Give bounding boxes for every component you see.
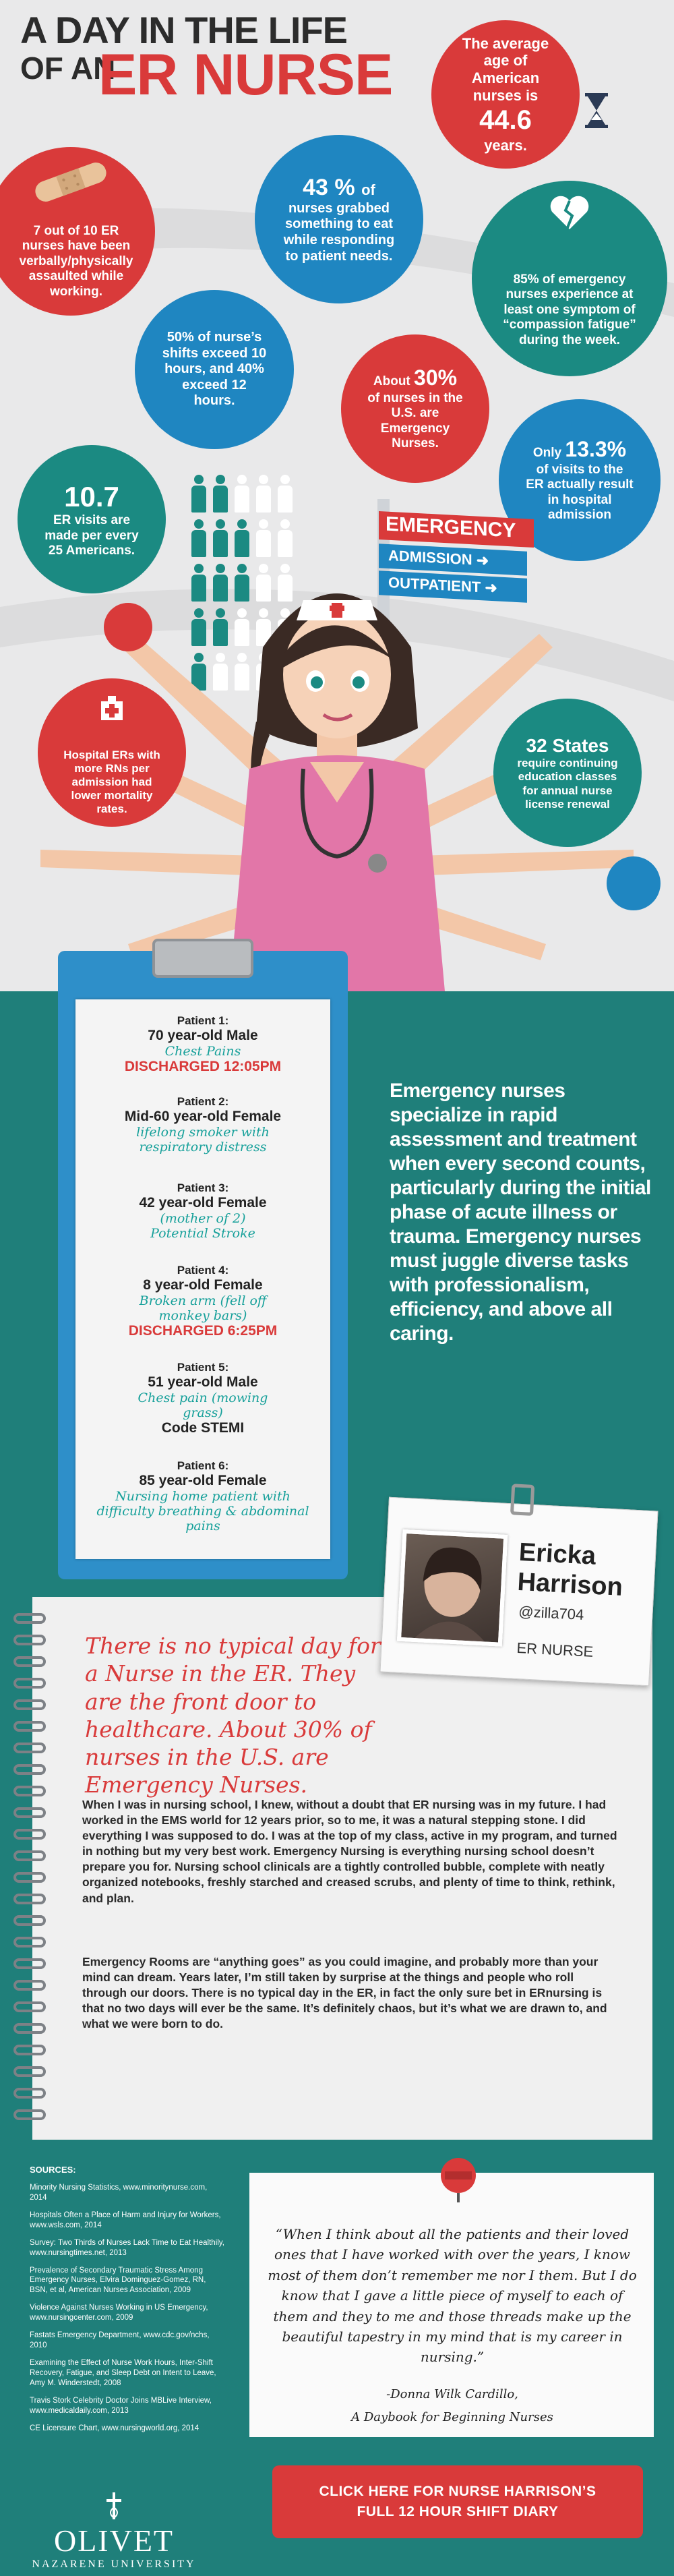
badge-clip — [510, 1484, 534, 1516]
stat-grabbed-food — [255, 135, 423, 303]
badge-handle: @zilla704 — [518, 1603, 584, 1624]
stat-age-text: The average age of American nurses is — [462, 34, 549, 105]
source-item: Survey: Two Thirds of Nurses Lack Time to Eat Healthily, www.nursingtimes.net, 2013 — [30, 2238, 224, 2257]
notebook-ring — [13, 1764, 46, 1775]
person-icon — [276, 475, 294, 514]
notebook-ring — [13, 2045, 46, 2055]
stat-compassion-text: 85% of emergency nurses experience at least one symptom of “compassion fatigue” during the week. — [503, 272, 636, 347]
source-item: Prevalence of Secondary Traumatic Stress Among Emergency Nurses, Elvira Dominguez-Gomez, RN, BSN, et al, American Nurses Association, 2009 — [30, 2266, 206, 2295]
notebook-ring — [13, 1699, 46, 1710]
stat-shifts-text: 50% of nurse’s shifts exceed 10 hours, and 40% exceed 12 hours. — [162, 330, 267, 409]
stat-states-text: require continuing education classes for annual nurse license renewal — [517, 757, 618, 811]
notebook-ring — [13, 2066, 46, 2077]
patient-entry — [75, 1459, 330, 1533]
stat-about30-pre: About — [373, 374, 410, 389]
badge-first-name: Ericka — [518, 1538, 597, 1571]
header-section — [0, 0, 674, 991]
notebook-ring — [13, 1850, 46, 1861]
pushpin-icon — [431, 2155, 485, 2202]
patient-label: Patient 4: — [177, 1264, 229, 1277]
person-icon — [190, 475, 208, 514]
stat-hospital-mortality — [38, 678, 186, 827]
sources-list — [30, 2165, 225, 2441]
source-item: Hospitals Often a Place of Harm and Injury for Workers, www.wsls.com, 2014 — [30, 2211, 221, 2229]
notebook-ring — [13, 1613, 46, 1624]
patient-label: Patient 5: — [177, 1361, 229, 1374]
stat-about30-post: of nurses in the U.S. are Emergency Nurses. — [367, 391, 463, 451]
notebook-ring — [13, 1915, 46, 1926]
clipboard-clip — [152, 939, 253, 978]
patient-condition: Chest pain (mowing grass) — [137, 1391, 268, 1420]
stat-age-unit: years. — [484, 136, 527, 154]
person-icon — [212, 475, 229, 514]
logo-name: OLIVET — [53, 2523, 175, 2558]
notebook-ring — [13, 1980, 46, 1991]
title-line-1: A DAY IN THE LIFE — [20, 9, 348, 51]
patient-desc: 42 year-old Female — [139, 1195, 267, 1210]
notebook-ring — [13, 1958, 46, 1969]
nurse-id-badge — [379, 1497, 658, 1687]
patient-desc: Mid-60 year-old Female — [124, 1109, 282, 1124]
sign-emergency-label: EMERGENCY — [386, 513, 516, 542]
stat-emergency-share — [341, 334, 489, 483]
story-paragraph-1: When I was in nursing school, I knew, without a doubt that ER nursing was in my future. I had worked in the EMS world for 12 years prior, so to me, it was a natural stepping stone. I did everything I was supposed to do. I was at the top of my class, active in my program, and turned in nothing but my very best work. Emergency Nursing is everything nursing school doesn’t prepare you for. Nursing school clinicals are a tightly controlled bubble, complete with neatly organized notebooks, freshly starched and creased scrubs, and plenty of time to think, rethink, and plan. — [82, 1798, 617, 1905]
stat-shift-hours — [135, 290, 294, 449]
notebook-ring — [13, 2023, 46, 2034]
patient-outcome: DISCHARGED 6:25PM — [128, 1323, 278, 1339]
notebook-ring — [13, 1937, 46, 1948]
person-icon — [255, 475, 272, 514]
patient-label: Patient 3: — [177, 1181, 229, 1194]
notebook-ring — [13, 2088, 46, 2099]
stat-states-value: 32 States — [526, 735, 609, 757]
patient-condition: (mother of 2) Potential Stroke — [150, 1211, 255, 1241]
person-icon — [276, 519, 294, 558]
patient-label: Patient 2: — [177, 1095, 229, 1108]
person-icon — [233, 519, 251, 558]
patient-label: Patient 6: — [177, 1459, 229, 1472]
source-item: Violence Against Nurses Working in US Emergency, www.nursingcenter.com, 2009 — [30, 2304, 208, 2322]
stat-admission-post: of visits to the ER actually result in hospital admission — [526, 463, 634, 523]
avatar — [397, 1529, 508, 1647]
stat-assaulted-text: 7 out of 10 ER nurses have been verbally/physically assaulted while working. — [19, 223, 133, 299]
notebook-headline: There is no typical day for a Nurse in the ER. They are the front door to healthcare. About 30% of nurses in the U.S. are Emergency Nurses. — [85, 1633, 381, 1798]
sources-title: SOURCES: — [30, 2165, 76, 2175]
stat-average-age — [431, 20, 580, 169]
notebook-ring — [13, 1721, 46, 1732]
quote-author: -Donna Wilk Cardillo, — [386, 2387, 518, 2401]
source-item: CE Licensure Chart, www.nursingworld.org, 2014 — [30, 2424, 200, 2432]
notebook-ring — [13, 1829, 46, 1840]
sign-outpatient: OUTPATIENT ➜ — [379, 570, 527, 603]
patient-entry — [75, 1181, 330, 1241]
person-photo-icon — [401, 1533, 503, 1642]
person-icon — [190, 519, 208, 558]
stat-hospital-text: Hospital ERs with more RNs per admission had lower mortality rates. — [63, 748, 160, 816]
notebook-ring — [13, 1635, 46, 1645]
hospital-icon — [98, 695, 125, 722]
logo-subtitle: NAZARENE UNIVERSITY — [32, 2558, 196, 2570]
patient-condition: Chest Pains — [164, 1044, 241, 1059]
stat-grabbed-value: 43 % — [303, 174, 355, 200]
cta-line-1: CLICK HERE FOR NURSE HARRISON’S — [319, 2483, 596, 2499]
notebook-ring — [13, 1786, 46, 1796]
source-item: Examining the Effect of Nurse Work Hours, Inter-Shift Recovery, Fatigue, and Sleep Debt on Intent to Leave, Amy M. Winderstedt, 2008 — [30, 2359, 216, 2387]
cross-logo-icon — [104, 2492, 124, 2519]
stat-about30-value: 30% — [414, 365, 458, 390]
er-nurse-description: Emergency nurses specialize in rapid assessment and treatment when every second counts, particularly during the initial phase of acute illness or trauma. Emergency nurses must juggle diverse tasks with professionalism, efficiency, and above all caring. — [390, 1080, 651, 1345]
patient-entry — [75, 1264, 330, 1339]
story-paragraph-2: Emergency Rooms are “anything goes” as you could imagine, and probably more than your mind can dream. Years later, I’m still taken by surprise at the things and people who roll through our doors. There is no typical day in the ER, in fact the only sure bet in ERnursing is that no two days will ever be the same. It’s definitely chaos, but it’s what we are drawn to, and what we were born to do. — [82, 1955, 607, 2031]
notebook-ring — [13, 1807, 46, 1818]
sign-admission: ADMISSION ➜ — [379, 544, 527, 576]
badge-role: ER NURSE — [516, 1639, 594, 1660]
patient-label: Patient 1: — [177, 1014, 229, 1027]
title-line-3: ER NURSE — [98, 42, 393, 107]
stat-licensure-states — [493, 699, 642, 847]
olivet-logo — [30, 2492, 198, 2571]
patient-entry — [75, 1014, 330, 1075]
patient-condition: lifelong smoker with respiratory distress — [136, 1125, 270, 1154]
source-item: Travis Stork Celebrity Doctor Joins MBLive Interview, www.medicaldaily.com, 2013 — [30, 2396, 212, 2415]
sign-outpatient-label: OUTPATIENT — [388, 573, 481, 596]
patient-desc: 70 year-old Male — [148, 1028, 258, 1043]
badge-last-name: Harrison — [516, 1567, 623, 1602]
sign-admission-label: ADMISSION — [388, 546, 472, 568]
patient-entry — [75, 1095, 330, 1154]
patient-desc: 51 year-old Male — [148, 1374, 258, 1390]
bandage-icon — [31, 156, 111, 209]
source-item: Minority Nursing Statistics, www.minoritynurse.com, 2014 — [30, 2183, 208, 2202]
patient-outcome: Code STEMI — [161, 1420, 245, 1436]
notebook-ring — [13, 1894, 46, 1904]
person-icon — [255, 519, 272, 558]
notebook-ring — [13, 1678, 46, 1689]
quote-source: A Daybook for Beginning Nurses — [351, 2410, 553, 2424]
stat-visits-text: ER visits are made per every 25 Americans. — [44, 513, 139, 558]
stat-visits-value: 10.7 — [64, 480, 119, 513]
stat-admission-pre: Only — [532, 446, 562, 461]
person-icon — [212, 519, 229, 558]
notebook-ring — [13, 2109, 46, 2120]
notebook-ring — [13, 1656, 46, 1667]
stat-grabbed-unit: of — [361, 181, 375, 198]
broken-heart-icon — [549, 196, 590, 231]
patient-desc: 8 year-old Female — [143, 1277, 263, 1293]
stat-age-value: 44.6 — [479, 105, 532, 136]
source-item: Fastats Emergency Department, www.cdc.gov/nchs, 2010 — [30, 2331, 210, 2350]
cta-line-2: FULL 12 HOUR SHIFT DIARY — [357, 2504, 559, 2519]
hourglass-icon — [585, 93, 608, 128]
title-line-2: OF AN — [20, 51, 116, 86]
notebook-ring — [13, 1743, 46, 1753]
notebook-ring — [13, 2001, 46, 2012]
stat-compassion-fatigue — [472, 181, 667, 376]
patient-condition: Nursing home patient with difficulty breathing & abdominal pains — [96, 1489, 309, 1533]
badge-name — [517, 1538, 625, 1602]
shift-diary-button[interactable] — [272, 2465, 643, 2538]
patient-outcome: DISCHARGED 12:05PM — [124, 1059, 282, 1074]
nursing-quote: “When I think about all the patients and their loved ones that I have worked with over the years, I know most of them don’t remember me nor I them. But I do know that I gave a little piece of myself to each of them and they to me and those threads make up the beautiful tapestry in my mind that is my career in nursing.” — [268, 2226, 637, 2366]
stat-grabbed-text: nurses grabbed something to eat while responding to patient needs. — [283, 200, 395, 264]
patient-desc: 85 year-old Female — [139, 1473, 267, 1488]
stat-admission-value: 13.3% — [565, 437, 627, 462]
patient-condition: Broken arm (fell off monkey bars) — [139, 1293, 267, 1323]
person-icon — [233, 475, 251, 514]
notebook-ring — [13, 1872, 46, 1883]
patient-entry — [75, 1361, 330, 1436]
